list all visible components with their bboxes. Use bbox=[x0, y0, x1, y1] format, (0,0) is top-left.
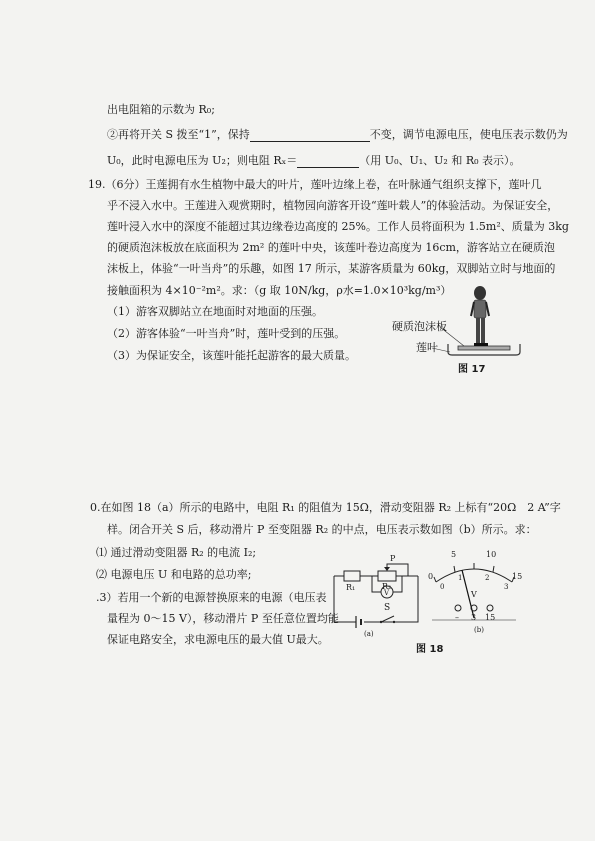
q19-sub-1: （1）游客双脚站立在地面时对地面的压强。 bbox=[107, 305, 323, 318]
top-line-3: U₀，此时电源电压为 U₂；则电阻 Rₓ＝ （用 U₀、U₁、U₂ 和 R₀ 表示）。 bbox=[107, 154, 521, 167]
figure-17 bbox=[388, 282, 528, 377]
label-foam-board: 硬质泡沫板 bbox=[392, 320, 447, 333]
q20-line-1: 0.在如图 18（a）所示的电路中，电阻 R₁ 的阻值为 15Ω，滑动变阻器 R₂ 上标有“20Ω 2 A”字 bbox=[90, 501, 561, 514]
top-line-1: 出电阻箱的示数为 R₀; bbox=[107, 103, 215, 116]
q20-sub-2: ⑵ 电源电压 U 和电路的总功率; bbox=[96, 568, 252, 581]
circuit-diagram bbox=[326, 554, 426, 636]
q20-sub-5: 保证电路安全，求电源电压的最大值 U最大。 bbox=[107, 633, 329, 646]
dial-top-15: 15 bbox=[512, 572, 523, 581]
q20-sub-3: .3）若用一个新的电源替换原来的电源（电压表 bbox=[96, 591, 327, 604]
q19-line-4: 的硬质泡沫板放在底面积为 2m² 的莲叶中央，该莲叶卷边高度为 16cm，游客站立在硬质泡 bbox=[107, 241, 555, 254]
dial-arc bbox=[436, 569, 512, 582]
foam-board-shape bbox=[458, 346, 510, 350]
person-torso bbox=[474, 300, 486, 318]
dial-inner-0: 0 bbox=[440, 583, 445, 591]
q19-line-3: 莲叶浸入水中的深度不能超过其边缘卷边高度的 25%。工作人员将面积为 1.5m²、质量为 3kg bbox=[107, 220, 569, 233]
dial-top-10: 10 bbox=[486, 550, 497, 559]
slider-p-arrow bbox=[384, 567, 390, 571]
q19-line-2: 乎不浸入水中。王莲进入观赏期时，植物园向游客开设“莲叶载人”的体验活动。为保证安全， bbox=[107, 199, 559, 212]
q19-sub-2: （2）游客体验“一叶当舟”时，莲叶受到的压强。 bbox=[107, 327, 346, 340]
dial-inner-3: 3 bbox=[504, 583, 509, 591]
label-lotus-leaf: 莲叶 bbox=[416, 341, 438, 354]
figure-17-caption: 图 17 bbox=[458, 364, 486, 375]
q19-line-1: 19.（6分）王莲拥有水生植物中最大的叶片，莲叶边缘上卷，在叶脉通气组织支撑下，莲叶几 bbox=[88, 178, 542, 191]
label-r1: R₁ bbox=[346, 583, 356, 592]
terminal-15: 15 bbox=[485, 613, 496, 622]
person-leg-right bbox=[481, 318, 485, 344]
label-b: (b) bbox=[474, 626, 484, 634]
person-head bbox=[474, 286, 486, 300]
dial-top-5: 5 bbox=[451, 550, 457, 559]
label-p: P bbox=[390, 554, 396, 563]
q19-line-6: 接触面积为 4×10⁻²m²。求：（g 取 10N/kg，ρ水=1.0×10³kg/m³） bbox=[107, 284, 452, 297]
label-s: S bbox=[384, 603, 391, 613]
label-r2: R₂ bbox=[382, 582, 392, 591]
switch-blade bbox=[381, 616, 394, 622]
dial-top-0: 0 bbox=[428, 572, 434, 581]
terminal-neg: – bbox=[455, 613, 459, 622]
terminal-3: 3 bbox=[471, 613, 477, 622]
q19-line-5: 沫板上，体验“一叶当舟”的乐趣，如图 17 所示，某游客质量为 60kg，双脚站立时与地面的 bbox=[107, 262, 556, 275]
q19-sub-3: （3）为保证安全，该莲叶能托起游客的最大质量。 bbox=[107, 349, 356, 362]
q20-sub-4: 量程为 0～15 V），移动滑片 P 至任意位置均能 bbox=[107, 612, 339, 625]
answer-blank-2[interactable] bbox=[297, 156, 359, 168]
q20-line-2: 样。闭合开关 S 后，移动滑片 P 至变阻器 R₂ 的中点，电压表示数如图（b）所示。求： bbox=[107, 523, 537, 536]
dial-inner-1: 1 bbox=[458, 574, 463, 582]
top-line-2: ②再将开关 S 拨至“1”，保持 不变，调节电源电压，使电压表示数仍为 bbox=[107, 128, 568, 141]
dial-inner-2: 2 bbox=[485, 574, 490, 582]
answer-blank-1[interactable] bbox=[250, 130, 370, 142]
q20-sub-1: ⑴ 通过滑动变阻器 R₂ 的电流 I₂; bbox=[96, 546, 257, 559]
figure-18-caption: 图 18 bbox=[416, 644, 444, 655]
label-v-in-circuit: V bbox=[384, 589, 390, 597]
person-leg-left bbox=[476, 318, 480, 344]
label-a: (a) bbox=[364, 630, 374, 638]
figure-18b-voltmeter bbox=[426, 548, 522, 638]
resistor-r1 bbox=[344, 571, 360, 581]
dial-v-label: V bbox=[471, 590, 477, 599]
figure-18a-circuit bbox=[326, 554, 426, 636]
